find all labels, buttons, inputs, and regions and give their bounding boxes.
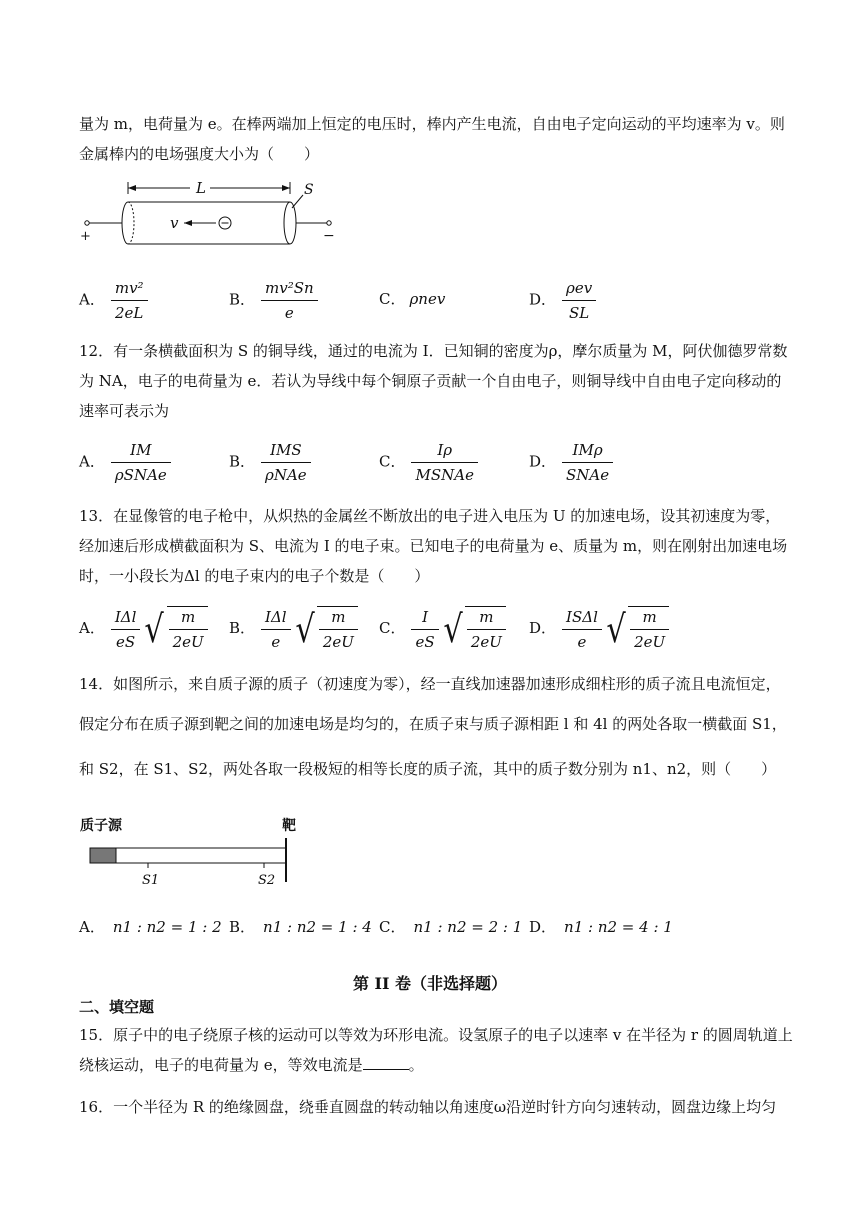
q12-option-c[interactable]: C． $\frac{I\rho}{\text{MSNAe}}$ [379,440,478,485]
plus-terminal: + [80,229,91,244]
q15-line-2: 绕核运动，电子的电荷量为 e，等效电流是 。 [79,1056,424,1074]
q13-line-2: 经加速后形成横截面积为 S、电流为 I 的电子束。已知电子的电荷量为 e、质量为 m，则在刚射出加速电场 [79,537,788,555]
minus-terminal: − [323,228,335,244]
q12-option-b[interactable]: B． $\frac{\text{IMS}}{\text{ρNAe}}$ [229,440,311,485]
q14-option-a[interactable]: A． n1 : n2 = 1 : 2 [79,918,222,936]
q14-line-1: 14．如图所示，来自质子源的质子（初速度为零），经一直线加速器加速形成细柱形的质子流且电流恒定， [79,675,781,693]
q12-line-2: 为 NA，电子的电荷量为 e．若认为导线中每个铜原子贡献一个自由电子，则铜导线中自由电子定向移动的 [79,372,782,390]
q11-option-c[interactable]: C． ρnev [379,290,446,308]
rod-area-label: S [304,182,314,198]
q13-line-3: 时，一小段长为Δl 的电子束内的电子个数是（ ） [79,567,430,585]
q13-option-a[interactable]: A． $\frac{\text{IΔl}}{eS}$ √ $\frac{m}{2eU}$ [79,606,208,652]
q11-option-a[interactable]: A． $\frac{\text{mv²}}{2eL}$ [79,278,148,323]
q14-option-b[interactable]: B． n1 : n2 = 1 : 4 [229,918,372,936]
s2-label: S2 [258,873,276,888]
q15-answer-blank[interactable] [363,1055,409,1070]
proton-source-label: 质子源 [80,818,122,834]
q12-line-3: 速率可表示为 [79,402,170,420]
q12-option-d[interactable]: D． $\frac{\text{IMρ}}{\text{SNAe}}$ [529,440,613,485]
q14-option-d[interactable]: D． n1 : n2 = 4 : 1 [529,918,673,936]
rod-length-label: L [196,179,206,197]
q14-accelerator-figure [78,810,318,890]
q12-option-a[interactable]: A． $\frac{IM}{\text{ρSNAe}}$ [79,440,171,485]
q11-option-b[interactable]: B． $\frac{\text{mv²Sn}}{e}$ [229,278,318,323]
q12-line-1: 12．有一条横截面积为 S 的铜导线，通过的电流为 I．已知铜的密度为ρ，摩尔质量为 M，阿伏伽德罗常数 [79,342,788,360]
q16-line-1: 16．一个半径为 R 的绝缘圆盘，绕垂直圆盘的转动轴以角速度ω沿逆时针方向匀速转动，圆盘边缘上均匀 [79,1098,777,1116]
q11-rod-figure [78,178,348,248]
q14-line-3: 和 S2，在 S1、S2，两处各取一段极短的相等长度的质子流，其中的质子数分别为 n1、n2，则（ ） [79,760,777,778]
section-title-fill-in: 二、填空题 [79,998,155,1016]
q14-line-2: 假定分布在质子源到靶之间的加速电场是均匀的，在质子束与质子源相距 l 和 4l 的两处各取一横截面 S1， [79,715,787,733]
q15-line-1: 15．原子中的电子绕原子核的运动可以等效为环形电流。设氢原子的电子以速率 v 在半径为 r 的圆周轨道上 [79,1026,793,1044]
s1-label: S1 [142,873,160,888]
q14-option-c[interactable]: C． n1 : n2 = 2 : 1 [379,918,523,936]
q11-line-2: 金属棒内的电场强度大小为（ ） [79,145,320,163]
q11-line-1: 量为 m，电荷量为 e。在棒两端加上恒定的电压时，棒内产生电流，自由电子定向运动的平均速率为 v。则 [79,115,785,133]
q13-option-b[interactable]: B． $\frac{\text{IΔl}}{e}$ √ $\frac{m}{2eU}$ [229,606,358,652]
part-two-heading: 第 II 卷（非选择题） [352,974,508,993]
velocity-label: v [170,214,179,232]
proton-source-block [90,848,116,863]
q13-line-1: 13．在显像管的电子枪中，从炽热的金属丝不断放出的电子进入电压为 U 的加速电场，设其初速度为零， [79,507,781,525]
q13-option-c[interactable]: C． $\frac{I}{eS}$ √ $\frac{m}{2eU}$ [379,606,506,652]
q11-option-d[interactable]: D． $\frac{\text{ρev}}{SL}$ [529,278,596,323]
target-label: 靶 [282,818,296,834]
q13-option-d[interactable]: D． $\frac{\text{ISΔl}}{e}$ √ $\frac{m}{2eU}$ [529,606,669,652]
